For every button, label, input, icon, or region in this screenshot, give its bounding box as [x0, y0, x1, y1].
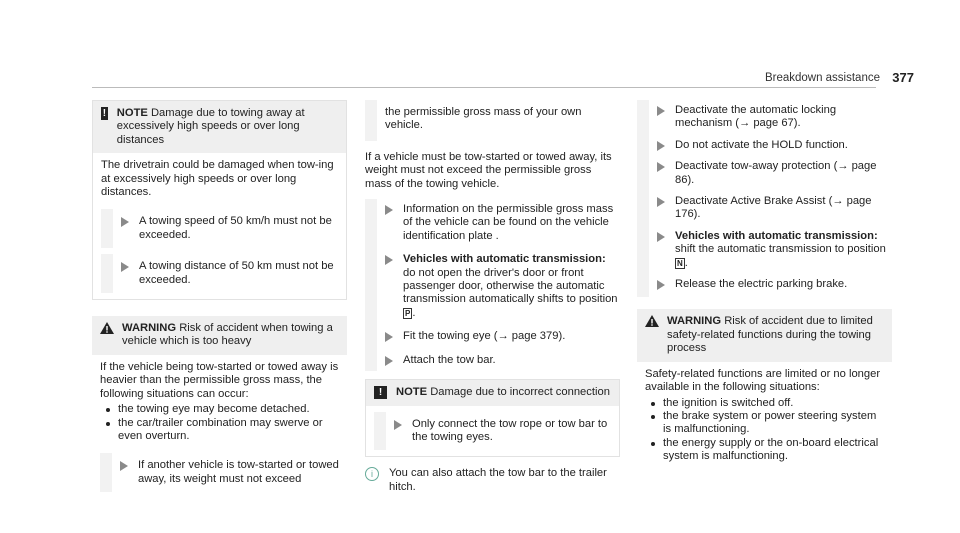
continued-text: the permissible gross mass of your own vehicle. [385, 106, 582, 132]
step-arrow-icon [657, 141, 665, 151]
bullet-item: the car/trailer combination may swerve or even overturn. [100, 417, 339, 444]
warning-title: Risk of accident when towing a vehicle which is too heavy [122, 322, 333, 348]
note-box [92, 100, 347, 300]
step-item: Only connect the tow rope or tow bar to the towing eyes. [394, 418, 611, 445]
note-label: NOTE [116, 107, 148, 119]
warning-label: WARNING [122, 322, 177, 335]
note-box [365, 379, 620, 457]
section-title: Breakdown assistance [764, 72, 880, 84]
step-item: Attach the tow bar. [385, 354, 620, 367]
step-arrow-icon [385, 332, 393, 342]
gear-position-p: P [405, 308, 411, 318]
step-item: A towing distance of 50 km must not be exceeded. [121, 260, 338, 287]
info-icon: i [365, 467, 379, 481]
step-arrow-icon [394, 420, 402, 430]
step-item: Vehicles with automatic transmission: shift the automatic transmission to position N . [657, 230, 892, 270]
bullet-item: the brake system or power steering system is malfunctioning. [645, 410, 884, 437]
step-item: Fit the towing eye (→ page 379). [385, 330, 620, 343]
warning-box [92, 316, 347, 498]
step-arrow-icon [385, 356, 393, 366]
gear-position-n: N [677, 258, 683, 268]
warning-label: WARNING [667, 315, 722, 328]
step-arrow-icon [121, 262, 129, 272]
note-body: The drivetrain could be damaged when tow-ing at excessively high speeds or over long distances. [101, 159, 334, 199]
step-item: If another vehicle is tow-started or towed away, its weight must not exceed [120, 459, 339, 486]
step-arrow-icon [657, 280, 665, 290]
step-arrow-icon [385, 205, 393, 215]
column-1 [92, 100, 347, 498]
step-item: Information on the permissible gross mass of the vehicle can be found on the vehicle identification plate . [385, 203, 620, 243]
step-item: Release the electric parking brake. [657, 278, 892, 291]
bullet-item: the towing eye may become detached. [100, 403, 339, 416]
step-arrow-icon [657, 162, 665, 172]
step-arrow-icon [385, 255, 393, 265]
note-title: Damage due to towing away at excessively high speeds or over long distances [116, 107, 305, 146]
step-item: Do not activate the HOLD function. [657, 139, 892, 152]
step-arrow-icon [657, 197, 665, 207]
step-item: A towing speed of 50 km/h must not be exceeded. [121, 215, 338, 242]
warning-title: Risk of accident due to limited safety-related functions during the towing process [667, 315, 873, 355]
step-arrow-icon [121, 217, 129, 227]
column-2 [365, 100, 620, 494]
step-item: Vehicles with automatic transmission: do not open the driver's door or front passenger door, otherwise the automatic transmission automatically shifts to position P . [385, 253, 620, 320]
step-arrow-icon [657, 106, 665, 116]
warning-icon [645, 315, 659, 327]
step-arrow-icon [657, 232, 665, 242]
warning-body: If the vehicle being tow-started or towed away is heavier than the permissible gross mass, the following situations can occur: [100, 360, 339, 400]
note-title: Damage due to incorrect connection [430, 386, 610, 399]
exclamation-icon: ! [374, 386, 387, 399]
step-item: Deactivate Active Brake Assist (→ page 176). [657, 195, 892, 222]
header-rule [92, 87, 876, 88]
bullet-item: the ignition is switched off. [645, 397, 884, 410]
bullet-item: the energy supply or the on-board electrical system is malfunctioning. [645, 437, 884, 464]
paragraph: If a vehicle must be tow-started or towed away, its weight must not exceed the permissible gross mass of the towing vehicle. [365, 150, 612, 190]
warning-box [637, 309, 892, 469]
warning-body: Safety-related functions are limited or no longer available in the following situations: [645, 367, 881, 394]
column-3 [637, 100, 892, 470]
warning-icon [100, 322, 114, 334]
step-item: Deactivate tow-away protection (→ page 86). [657, 160, 892, 187]
step-item: Deactivate the automatic locking mechanism (→ page 67). [657, 104, 892, 131]
step-arrow-icon [120, 461, 128, 471]
tip: i You can also attach the tow bar to the trailer hitch. [365, 467, 620, 494]
exclamation-icon: ! [102, 108, 107, 119]
note-label: NOTE [396, 386, 428, 399]
page-number: 377 [892, 70, 914, 85]
page-header [0, 0, 960, 90]
